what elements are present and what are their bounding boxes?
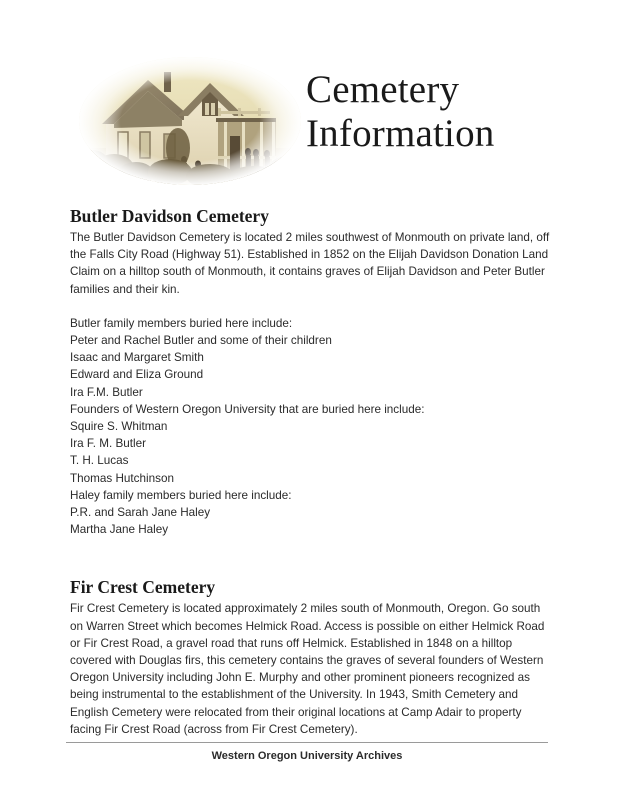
paragraph-spacer <box>70 298 550 315</box>
list-item: Founders of Western Oregon University that are buried here include: <box>70 402 425 416</box>
list-item: Squire S. Whitman <box>70 420 168 434</box>
section-butler-davidson-cemetery <box>70 205 550 538</box>
header-photograph <box>78 56 302 186</box>
footer-divider <box>66 742 548 743</box>
section-heading: Fir Crest Cemetery <box>70 577 216 598</box>
list-item: Isaac and Margaret Smith <box>70 351 204 365</box>
section-spacer <box>70 538 550 576</box>
document-content <box>70 205 550 738</box>
section-fir-crest-cemetery <box>70 576 550 738</box>
list-item: Butler family members buried here include: <box>70 316 293 330</box>
farmhouse-photo-oval <box>78 56 302 186</box>
list-item: T. H. Lucas <box>70 454 129 468</box>
list-item: Edward and Eliza Ground <box>70 368 204 382</box>
list-item: Ira F. M. Butler <box>70 437 146 451</box>
list-item: Haley family members buried here include: <box>70 488 292 502</box>
footer-text: Western Oregon University Archives <box>211 750 403 762</box>
section-heading: Butler Davidson Cemetery <box>70 206 269 226</box>
list-item: Ira F.M. Butler <box>70 385 143 399</box>
section-paragraph: Fir Crest Cemetery is located approximately 2 miles south of Monmouth, Oregon. Go south on Warren Street which becomes Helmick Road. Access is possible on either Helmick Road or Fir Crest Road, a gravel road that runs off Helmick. Established in 1848 on a hilltop covered with Douglas firs, this cemetery contains the graves of several founders of Western Oregon University including John E. Murphy and other prominent pioneers recognized as being instrumental to the establishment of the University. In 1943, Smith Cemetery and English Cemetery were relocated from their original locations at Camp Adair to property facing Fir Crest Road (across from Fir Crest Cemetery). <box>70 602 545 736</box>
document-masthead <box>0 56 618 186</box>
list-item: Thomas Hutchinson <box>70 471 174 485</box>
page-title <box>306 68 606 156</box>
page-title-line-1: Cemetery <box>306 68 460 111</box>
section-paragraph: The Butler Davidson Cemetery is located 2 miles southwest of Monmouth on private land, off the Falls City Road (Highway 51). Established in 1852 on the Elijah Davidson Donation Land Claim on a hilltop south of Monmouth, it contains graves of Elijah Davidson and Peter Butler families and their kin. <box>70 231 550 296</box>
list-item: Martha Jane Haley <box>70 523 169 537</box>
page-footer <box>66 742 548 763</box>
list-item: P.R. and Sarah Jane Haley <box>70 506 211 520</box>
burials-list <box>70 315 550 539</box>
page-title-line-2: Information <box>306 112 495 155</box>
list-item: Peter and Rachel Butler and some of their children <box>70 334 332 348</box>
